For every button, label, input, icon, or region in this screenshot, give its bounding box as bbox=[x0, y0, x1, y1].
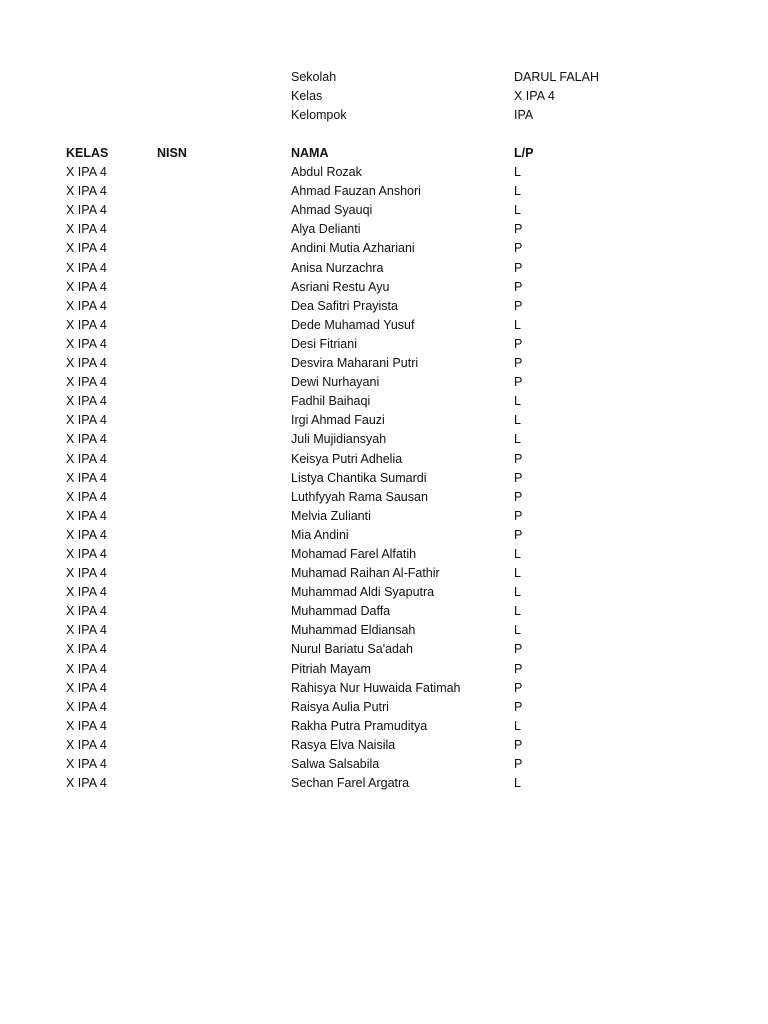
cell-nama: Muhammad Aldi Syaputra bbox=[291, 585, 435, 600]
cell-kelas: X IPA 4 bbox=[66, 222, 107, 237]
cell-nama: Dea Safitri Prayista bbox=[291, 298, 398, 313]
cell-lp: L bbox=[514, 184, 521, 199]
cell-lp: P bbox=[514, 737, 523, 752]
cell-nama: Desi Fitriani bbox=[291, 336, 357, 351]
table-row bbox=[0, 182, 768, 201]
cell-kelas: X IPA 4 bbox=[66, 489, 107, 504]
table-row bbox=[0, 411, 768, 430]
cell-lp: L bbox=[514, 317, 521, 332]
cell-nama: Rahisya Nur Huwaida Fatimah bbox=[291, 680, 461, 695]
cell-nama: Rakha Putra Pramuditya bbox=[291, 718, 428, 733]
cell-nama: Asriani Restu Ayu bbox=[291, 279, 390, 294]
cell-lp: L bbox=[514, 394, 521, 409]
cell-nama: Mia Andini bbox=[291, 527, 349, 542]
table-row bbox=[0, 469, 768, 488]
cell-lp: P bbox=[514, 222, 523, 237]
cell-nama: Rasya Elva Naisila bbox=[291, 737, 396, 752]
header-nama: NAMA bbox=[291, 146, 329, 160]
header-lp: L/P bbox=[514, 146, 534, 160]
cell-nama: Listya Chantika Sumardi bbox=[291, 470, 427, 485]
table-row bbox=[0, 220, 768, 239]
meta-label: Sekolah bbox=[291, 70, 337, 84]
cell-lp: P bbox=[514, 699, 523, 714]
table-row bbox=[0, 583, 768, 602]
cell-lp: L bbox=[514, 604, 521, 619]
meta-value: X IPA 4 bbox=[514, 89, 555, 103]
table-row bbox=[0, 602, 768, 621]
table-row bbox=[0, 755, 768, 774]
cell-nama: Dewi Nurhayani bbox=[291, 375, 380, 390]
cell-lp: L bbox=[514, 203, 521, 218]
cell-nama: Desvira Maharani Putri bbox=[291, 356, 419, 371]
cell-kelas: X IPA 4 bbox=[66, 336, 107, 351]
cell-nama: Ahmad Syauqi bbox=[291, 203, 373, 218]
cell-nama: Muhammad Daffa bbox=[291, 604, 391, 619]
cell-kelas: X IPA 4 bbox=[66, 527, 107, 542]
meta-row-sekolah bbox=[0, 68, 768, 87]
meta-value: DARUL FALAH bbox=[514, 70, 599, 84]
table-row bbox=[0, 526, 768, 545]
cell-nama: Anisa Nurzachra bbox=[291, 260, 384, 275]
table-row bbox=[0, 316, 768, 335]
cell-kelas: X IPA 4 bbox=[66, 451, 107, 466]
cell-nama: Abdul Rozak bbox=[291, 165, 362, 180]
cell-kelas: X IPA 4 bbox=[66, 356, 107, 371]
cell-kelas: X IPA 4 bbox=[66, 241, 107, 256]
header-kelas: KELAS bbox=[66, 146, 109, 160]
cell-lp: L bbox=[514, 546, 521, 561]
cell-kelas: X IPA 4 bbox=[66, 776, 107, 791]
cell-lp: L bbox=[514, 623, 521, 638]
cell-lp: P bbox=[514, 336, 523, 351]
cell-lp: P bbox=[514, 279, 523, 294]
cell-lp: L bbox=[514, 413, 521, 428]
cell-nama: Juli Mujidiansyah bbox=[291, 432, 387, 447]
cell-kelas: X IPA 4 bbox=[66, 203, 107, 218]
meta-row-kelas bbox=[0, 87, 768, 106]
cell-nama: Fadhil Baihaqi bbox=[291, 394, 371, 409]
table-row bbox=[0, 239, 768, 258]
cell-kelas: X IPA 4 bbox=[66, 432, 107, 447]
cell-kelas: X IPA 4 bbox=[66, 279, 107, 294]
cell-kelas: X IPA 4 bbox=[66, 317, 107, 332]
cell-lp: P bbox=[514, 661, 523, 676]
cell-lp: L bbox=[514, 718, 521, 733]
cell-lp: P bbox=[514, 470, 523, 485]
header-nisn: NISN bbox=[157, 146, 187, 160]
cell-nama: Raisya Aulia Putri bbox=[291, 699, 389, 714]
cell-lp: L bbox=[514, 776, 521, 791]
table-row bbox=[0, 736, 768, 755]
cell-kelas: X IPA 4 bbox=[66, 260, 107, 275]
table-header bbox=[0, 144, 768, 163]
cell-kelas: X IPA 4 bbox=[66, 699, 107, 714]
cell-lp: P bbox=[514, 356, 523, 371]
cell-lp: L bbox=[514, 165, 521, 180]
table-row bbox=[0, 392, 768, 411]
table-row bbox=[0, 335, 768, 354]
cell-kelas: X IPA 4 bbox=[66, 546, 107, 561]
cell-lp: L bbox=[514, 566, 521, 581]
table-row bbox=[0, 297, 768, 316]
cell-lp: P bbox=[514, 642, 523, 657]
cell-nama: Pitriah Mayam bbox=[291, 661, 371, 676]
cell-kelas: X IPA 4 bbox=[66, 394, 107, 409]
table-row bbox=[0, 564, 768, 583]
cell-lp: P bbox=[514, 489, 523, 504]
cell-lp: P bbox=[514, 375, 523, 390]
cell-nama: Melvia Zulianti bbox=[291, 508, 371, 523]
cell-lp: P bbox=[514, 241, 523, 256]
cell-kelas: X IPA 4 bbox=[66, 184, 107, 199]
cell-nama: Andini Mutia Azhariani bbox=[291, 241, 415, 256]
cell-lp: L bbox=[514, 432, 521, 447]
table-row bbox=[0, 640, 768, 659]
cell-kelas: X IPA 4 bbox=[66, 623, 107, 638]
table-row bbox=[0, 679, 768, 698]
table-row bbox=[0, 621, 768, 640]
cell-nama: Muhammad Eldiansah bbox=[291, 623, 416, 638]
cell-kelas: X IPA 4 bbox=[66, 604, 107, 619]
cell-nama: Irgi Ahmad Fauzi bbox=[291, 413, 385, 428]
cell-nama: Muhamad Raihan Al-Fathir bbox=[291, 566, 440, 581]
cell-kelas: X IPA 4 bbox=[66, 585, 107, 600]
table-row bbox=[0, 373, 768, 392]
cell-lp: P bbox=[514, 757, 523, 771]
cell-kelas: X IPA 4 bbox=[66, 375, 107, 390]
cell-kelas: X IPA 4 bbox=[66, 470, 107, 485]
cell-kelas: X IPA 4 bbox=[66, 165, 107, 180]
table-row bbox=[0, 660, 768, 679]
meta-value: IPA bbox=[514, 108, 534, 122]
cell-lp: P bbox=[514, 527, 523, 542]
table-row bbox=[0, 163, 768, 182]
table-row bbox=[0, 545, 768, 564]
table-row bbox=[0, 201, 768, 220]
cell-kelas: X IPA 4 bbox=[66, 508, 107, 523]
cell-lp: P bbox=[514, 508, 523, 523]
cell-kelas: X IPA 4 bbox=[66, 757, 107, 771]
table-row bbox=[0, 354, 768, 373]
cell-nama: Nurul Bariatu Sa'adah bbox=[291, 642, 413, 657]
table-row bbox=[0, 507, 768, 526]
cell-kelas: X IPA 4 bbox=[66, 566, 107, 581]
cell-nama: Dede Muhamad Yusuf bbox=[291, 317, 415, 332]
table-row bbox=[0, 259, 768, 278]
table-row bbox=[0, 488, 768, 507]
cell-nama: Ahmad Fauzan Anshori bbox=[291, 184, 421, 199]
table-row bbox=[0, 430, 768, 449]
cell-lp: P bbox=[514, 298, 523, 313]
table-row bbox=[0, 774, 768, 793]
cell-nama: Mohamad Farel Alfatih bbox=[291, 546, 417, 561]
cell-lp: P bbox=[514, 451, 523, 466]
meta-row-kelompok bbox=[0, 106, 768, 125]
cell-kelas: X IPA 4 bbox=[66, 718, 107, 733]
table-row bbox=[0, 278, 768, 297]
cell-kelas: X IPA 4 bbox=[66, 737, 107, 752]
cell-kelas: X IPA 4 bbox=[66, 298, 107, 313]
cell-lp: L bbox=[514, 585, 521, 600]
table-row bbox=[0, 450, 768, 469]
cell-lp: P bbox=[514, 260, 523, 275]
cell-nama: Alya Delianti bbox=[291, 222, 361, 237]
cell-kelas: X IPA 4 bbox=[66, 680, 107, 695]
meta-info bbox=[0, 68, 768, 125]
cell-kelas: X IPA 4 bbox=[66, 413, 107, 428]
table-row bbox=[0, 698, 768, 717]
student-table bbox=[0, 144, 768, 793]
meta-label: Kelompok bbox=[291, 108, 347, 122]
cell-kelas: X IPA 4 bbox=[66, 642, 107, 657]
cell-nama: Sechan Farel Argatra bbox=[291, 776, 410, 791]
cell-nama: Salwa Salsabila bbox=[291, 757, 380, 771]
cell-lp: P bbox=[514, 680, 523, 695]
cell-nama: Luthfyyah Rama Sausan bbox=[291, 489, 428, 504]
meta-label: Kelas bbox=[291, 89, 323, 103]
table-row bbox=[0, 717, 768, 736]
cell-kelas: X IPA 4 bbox=[66, 661, 107, 676]
cell-nama: Keisya Putri Adhelia bbox=[291, 451, 403, 466]
